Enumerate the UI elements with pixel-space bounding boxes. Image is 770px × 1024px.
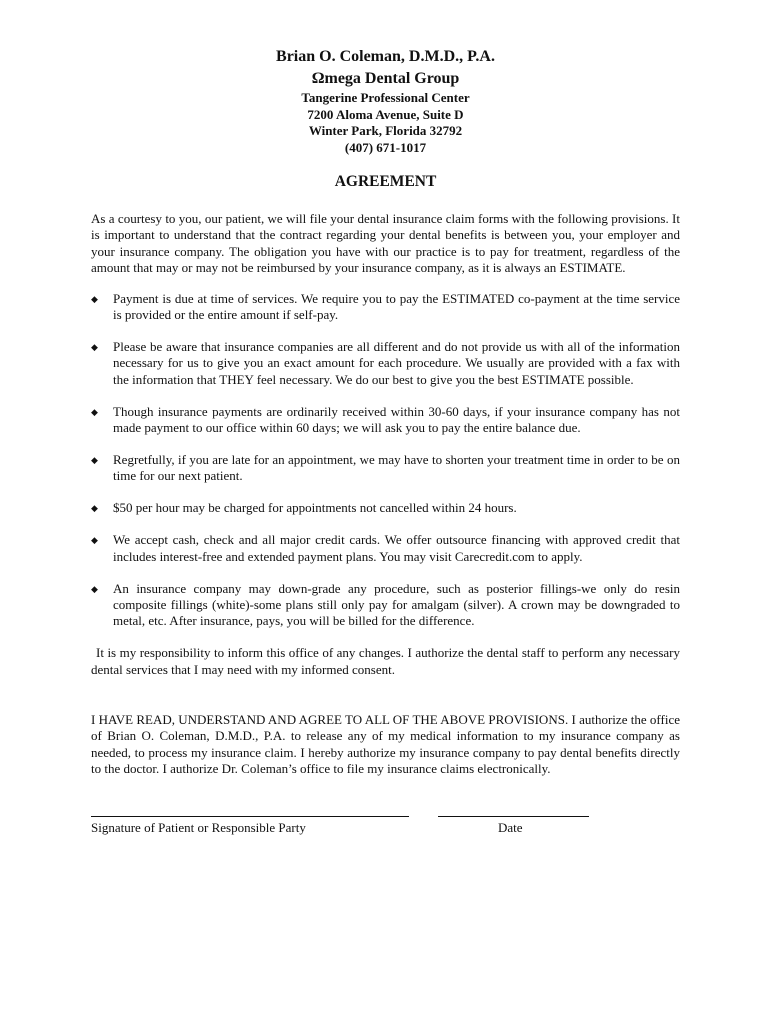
provision-text: Please be aware that insurance companies are all different and do not provide us with all of the information necessary for us to give you an exact amount for each procedure. We usually are provided with a fax with the information that THEY feel necessary. We do our best to give you the best ESTIMATE possible. xyxy=(113,338,680,387)
list-item xyxy=(91,532,680,565)
list-item xyxy=(91,500,680,516)
signature-line[interactable] xyxy=(91,816,409,817)
intro-paragraph: As a courtesy to you, our patient, we will file your dental insurance claim forms with the following provisions. It is important to understand that the contract regarding your dental benefits is between you, your employer and your insurance company. The obligation you have with our practice is to pay for treatment, regardless of the amount that may or may not be reimbursed by your insurance company, as it is always an ESTIMATE. xyxy=(91,211,680,276)
center-name: Tangerine Professional Center xyxy=(301,90,470,105)
diamond-bullet-icon: ◆ xyxy=(91,535,98,546)
diamond-bullet-icon: ◆ xyxy=(91,341,98,352)
city-state-zip: Winter Park, Florida 32792 xyxy=(308,123,463,138)
authorization-paragraph: I HAVE READ, UNDERSTAND AND AGREE TO ALL OF THE ABOVE PROVISIONS. I authorize the office of Brian O. Coleman, D.M.D., P.A. to release any of my medical information to my insurance company as needed, to process my insurance claim. I hereby authorize my insurance company to pay dental benefits directly to the doctor. I authorize Dr. Coleman’s office to file my insurance claims electronically. xyxy=(91,712,680,777)
agreement-page xyxy=(91,46,680,856)
practice-name: Brian O. Coleman, D.M.D., P.A. xyxy=(276,48,495,65)
provisions-list xyxy=(91,291,680,630)
list-item xyxy=(91,581,680,630)
responsibility-paragraph: It is my responsibility to inform this office of any changes. I authorize the dental staff to perform any necessary dental services that I may need with my informed consent. xyxy=(91,645,680,677)
provision-text: Regretfully, if you are late for an appointment, we may have to shorten your treatment time in order to be on time for our next patient. xyxy=(113,451,680,484)
diamond-bullet-icon: ◆ xyxy=(91,583,98,594)
letterhead xyxy=(91,46,680,156)
document-title: AGREEMENT xyxy=(334,173,437,190)
date-label: Date xyxy=(498,819,523,835)
provision-text: Payment is due at time of services. We require you to pay the ESTIMATED co-payment at the time service is provided or the entire amount if self-pay. xyxy=(113,290,680,323)
provision-text: We accept cash, check and all major credit cards. We offer outsource financing with approved credit that includes interest-free and extended payment plans. You may visit Carecredit.com to apply. xyxy=(113,532,680,564)
list-item xyxy=(91,404,680,437)
provision-text: $50 per hour may be charged for appointments not cancelled within 24 hours. xyxy=(113,500,517,516)
street-address: 7200 Aloma Avenue, Suite D xyxy=(307,106,464,122)
date-line[interactable] xyxy=(438,816,589,817)
diamond-bullet-icon: ◆ xyxy=(91,406,98,417)
phone-number: (407) 671-1017 xyxy=(344,139,427,155)
list-item xyxy=(91,452,680,485)
group-name: Ωmega Dental Group xyxy=(311,70,460,87)
diamond-bullet-icon: ◆ xyxy=(91,454,98,465)
diamond-bullet-icon: ◆ xyxy=(91,503,98,514)
provision-text: Though insurance payments are ordinarily received within 30-60 days, if your insurance company has not made payment to our office within 60 days; we will ask you to pay the entire balance due. xyxy=(113,403,680,436)
list-item xyxy=(91,339,680,388)
signature-label: Signature of Patient or Responsible Party xyxy=(91,819,306,835)
diamond-bullet-icon: ◆ xyxy=(91,293,98,304)
list-item xyxy=(91,291,680,324)
provision-text: An insurance company may down-grade any procedure, such as posterior fillings-we only do resin composite fillings (white)-some plans still only pay for amalgam (silver). A crown may be downgraded to metal, etc. After insurance, pays, you will be billed for the difference. xyxy=(113,580,680,629)
signature-block xyxy=(91,816,680,856)
